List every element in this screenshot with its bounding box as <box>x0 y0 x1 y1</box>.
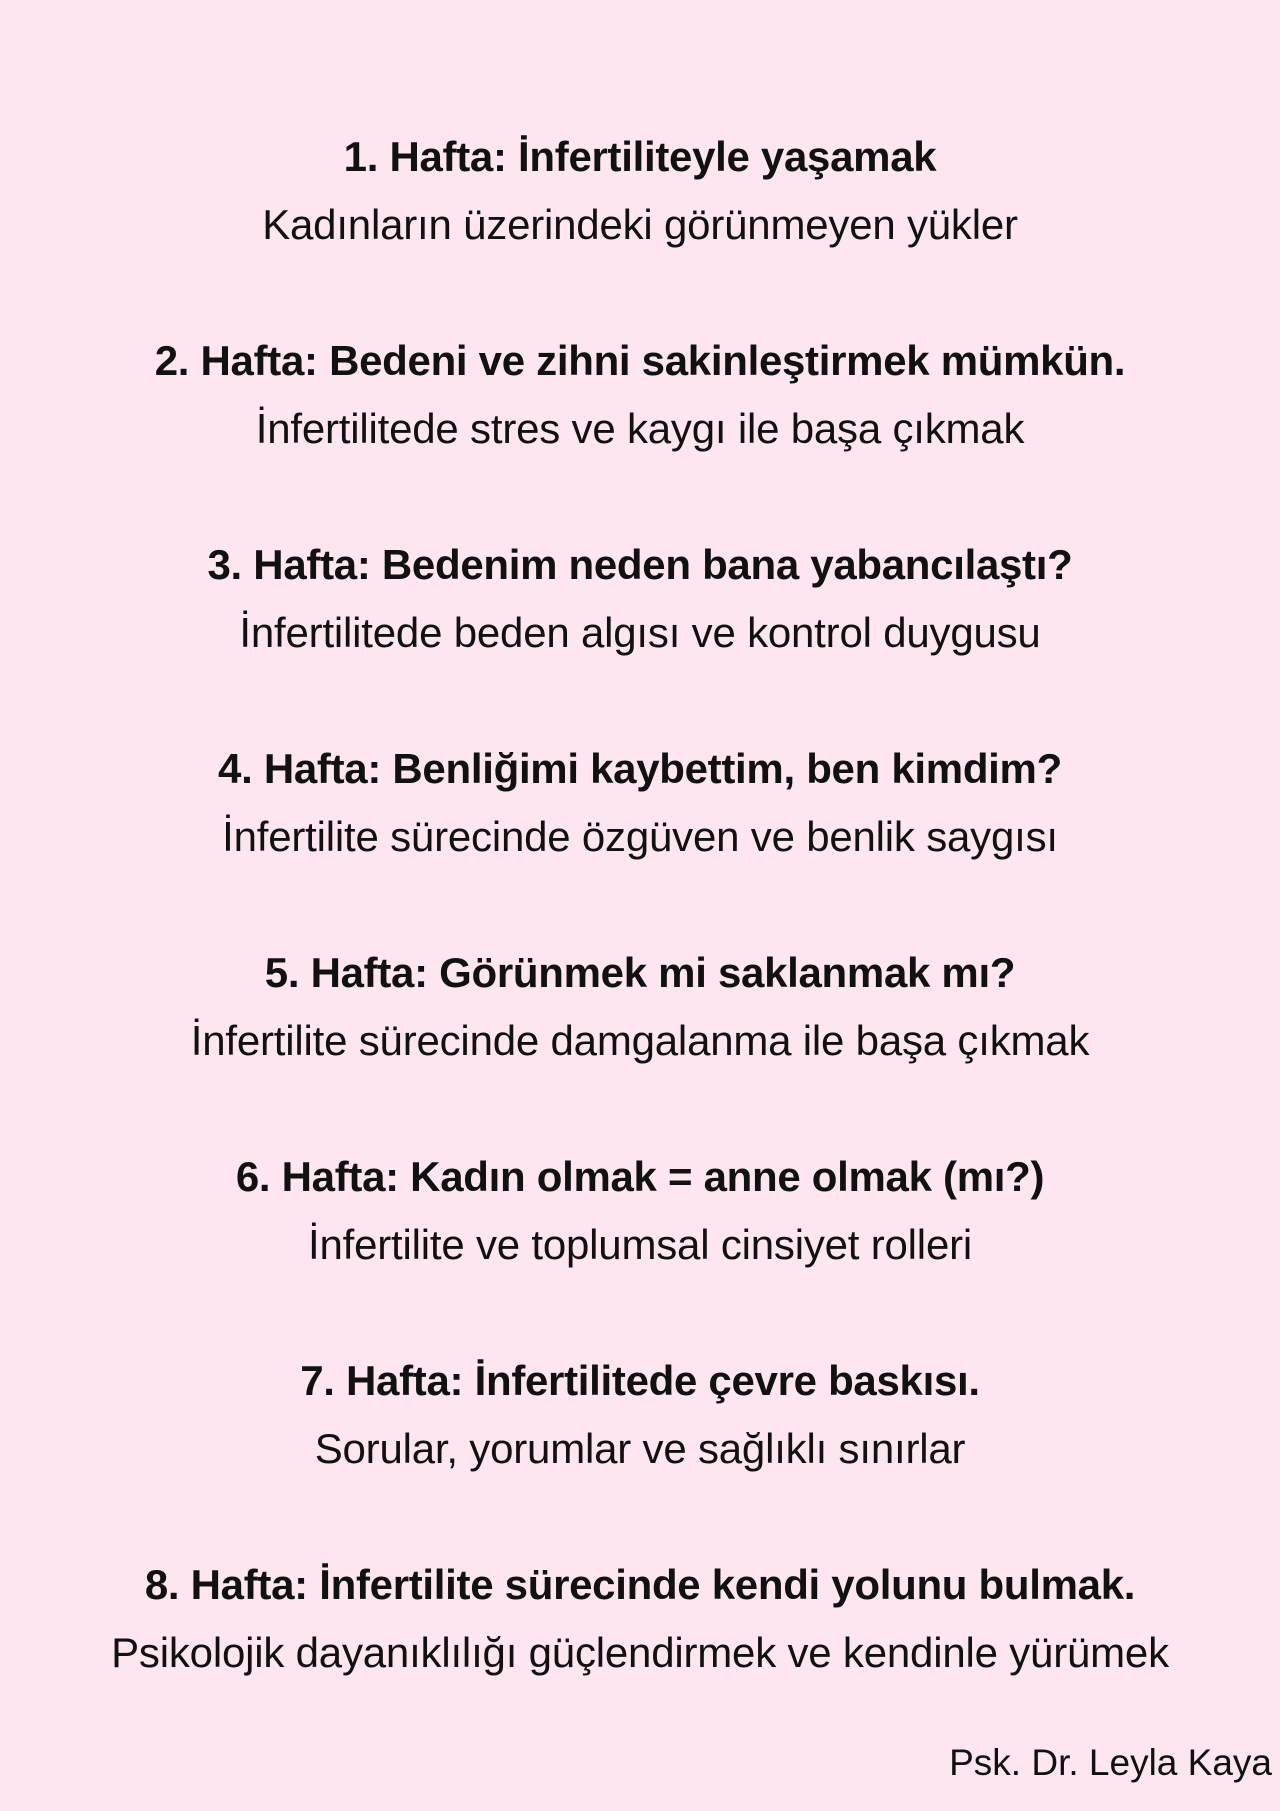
week-subtitle: Psikolojik dayanıklılığı güçlendirmek ve kendinle yürümek <box>111 1629 1169 1676</box>
week-item <box>0 1347 1280 1483</box>
week-title: 3. Hafta: Bedenim neden bana yabancılaştı? <box>207 541 1073 588</box>
author-signature: Psk. Dr. Leyla Kaya <box>949 1742 1272 1783</box>
week-item <box>0 939 1280 1075</box>
week-subtitle: İnfertilite sürecinde özgüven ve benlik saygısı <box>222 813 1058 860</box>
week-title: 7. Hafta: İnfertilitede çevre baskısı. <box>300 1357 980 1404</box>
week-subtitle: İnfertilite ve toplumsal cinsiyet rolleri <box>307 1221 973 1268</box>
week-title: 5. Hafta: Görünmek mi saklanmak mı? <box>264 949 1016 996</box>
week-subtitle: İnfertilitede beden algısı ve kontrol duygusu <box>239 609 1041 656</box>
week-item <box>0 1143 1280 1279</box>
week-title: 6. Hafta: Kadın olmak = anne olmak (mı?) <box>235 1153 1045 1200</box>
week-subtitle: İnfertilitede stres ve kaygı ile başa çıkmak <box>255 405 1025 452</box>
week-title: 2. Hafta: Bedeni ve zihni sakinleştirmek mümkün. <box>154 337 1126 384</box>
week-item <box>0 123 1280 259</box>
week-title: 1. Hafta: İnfertiliteyle yaşamak <box>343 133 937 180</box>
week-item <box>0 327 1280 463</box>
week-item <box>0 1551 1280 1687</box>
week-title: 4. Hafta: Benliğimi kaybettim, ben kimdim? <box>218 745 1062 792</box>
week-subtitle: İnfertilite sürecinde damgalanma ile başa çıkmak <box>190 1017 1090 1064</box>
week-title: 8. Hafta: İnfertilite sürecinde kendi yolunu bulmak. <box>144 1561 1136 1608</box>
week-subtitle: Kadınların üzerindeki görünmeyen yükler <box>262 201 1018 248</box>
week-item <box>0 531 1280 667</box>
week-subtitle: Sorular, yorumlar ve sağlıklı sınırlar <box>314 1425 966 1472</box>
week-item <box>0 735 1280 871</box>
